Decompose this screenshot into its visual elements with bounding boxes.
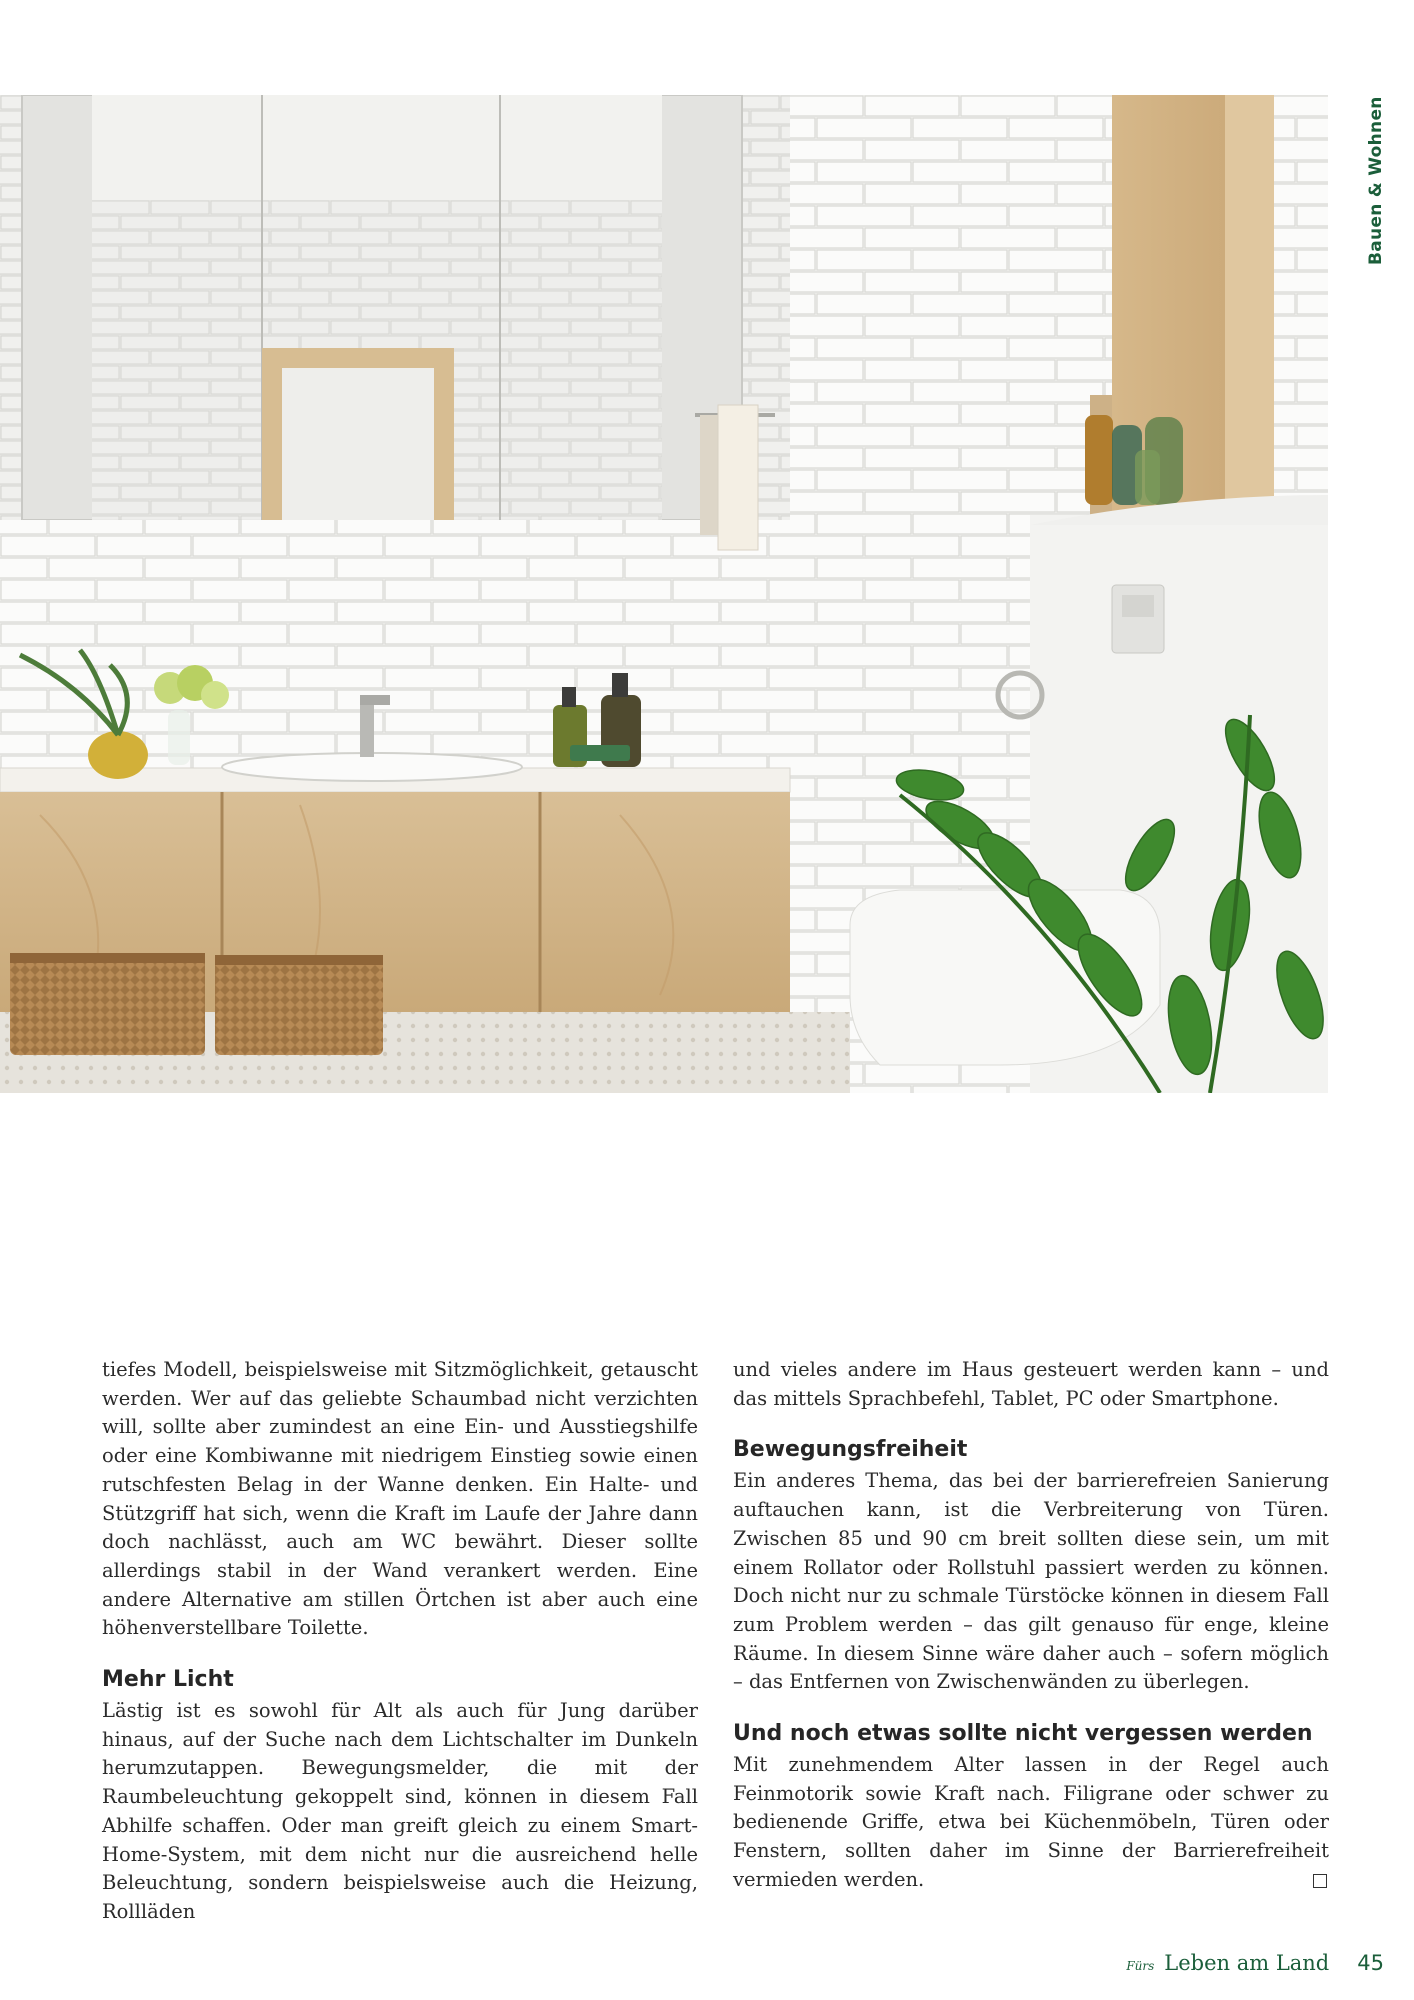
paragraph: Lästig ist es sowohl für Alt als auch für Jung darüber hinaus, auf der Suche nach dem Lichtschalter im Dunkeln herumzutappen. Bewegungsmelder, die mit der Raumbeleuchtung gekoppelt sind, können in diesem Fall Abhilfe schaffen. Oder man greift gleich zu einem Smart-Home-System, mit dem nicht nur die ausreichend helle Beleuchtung, sondern beispielsweise auch die Heizung, Rollläden [102, 1699, 698, 1923]
page-number: 45 [1357, 1951, 1384, 1975]
subheading: Und noch etwas sollte nicht vergessen werden [733, 1721, 1313, 1747]
section-label: Bauen & Wohnen [1366, 96, 1386, 265]
paragraph [733, 1751, 1329, 1895]
magazine-title: Leben am Land [1164, 1951, 1330, 1975]
paragraph-text: Mit zunehmendem Alter lassen in der Regel auch Feinmotorik sowie Kraft nach. Filigrane oder schwer zu bedienende Griffe, etwa bei Küchenmöbeln, Türen oder Fenstern, sollten daher im Sinne der Barrierefreiheit vermieden werden. [733, 1753, 1329, 1891]
bathroom-photo [0, 95, 1328, 1093]
subheading: Bewegungsfreiheit [733, 1437, 968, 1463]
bathroom-illustration [0, 95, 1328, 1093]
article-column-right [733, 1356, 1329, 1895]
article-column-left [102, 1356, 698, 1927]
paragraph: tiefes Modell, beispielsweise mit Sitzmöglichkeit, getauscht werden. Wer auf das geliebte Schaumbad nicht verzichten will, sollte aber zumindest an eine Ein- und Ausstiegshilfe oder eine Kombiwanne mit niedrigem Einstieg sowie einen rutschfesten Belag in der Wanne denken. Ein Halte- und Stützgriff hat sich, wenn die Kraft im Laufe der Jahre dann doch nachlässt, auch am WC bewährt. Dieser sollte allerdings stabil in der Wand verankert werden. Eine andere Alternative am stillen Örtchen ist aber auch eine höhenverstellbare Toilette. [102, 1358, 698, 1640]
paragraph: und vieles andere im Haus gesteuert werden kann – und das mittels Sprachbefehl, Tablet, PC oder Smartphone. [733, 1358, 1329, 1410]
magazine-prefix: Fürs [1126, 1959, 1155, 1973]
end-of-article-icon [1313, 1874, 1327, 1888]
page-footer [1126, 1951, 1384, 1981]
subheading: Mehr Licht [102, 1667, 234, 1693]
paragraph: Ein anderes Thema, das bei der barrierefreien Sanierung auftauchen kann, ist die Verbreiterung von Türen. Zwischen 85 und 90 cm breit sollten diese sein, um mit einem Rollator oder Rollstuhl passiert werden zu können. Doch nicht nur zu schmale Türstöcke können in diesem Fall zum Problem werden – das gilt genauso für enge, kleine Räume. In diesem Sinne wäre daher auch – sofern möglich – das Entfernen von Zwischenwänden zu überlegen. [733, 1469, 1329, 1694]
